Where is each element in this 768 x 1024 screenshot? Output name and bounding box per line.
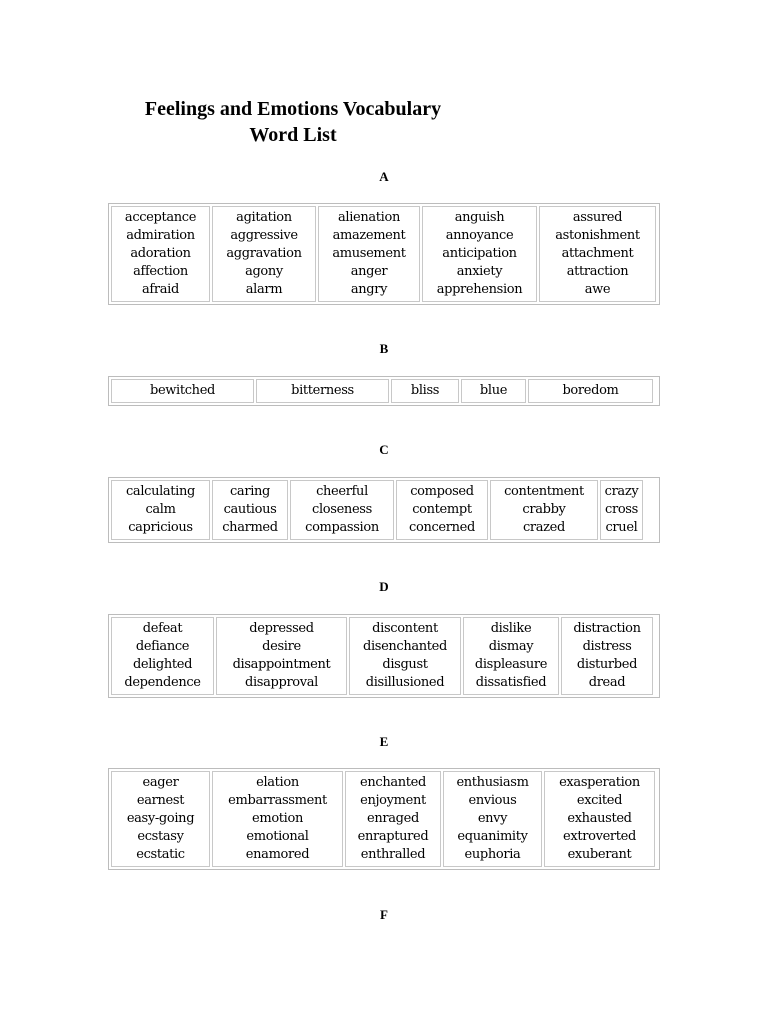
word-column	[345, 771, 441, 867]
word-item: ecstatic	[136, 847, 185, 862]
title-line-2: Word List	[249, 124, 337, 146]
word-item: affection	[133, 264, 188, 279]
word-column	[111, 771, 210, 867]
word-item: disenchanted	[362, 639, 448, 654]
word-item: disgust	[382, 657, 428, 672]
word-item: dislike	[490, 621, 532, 636]
word-item: calculating	[126, 484, 195, 499]
page-title	[110, 96, 476, 148]
word-item: enchanted	[360, 775, 426, 790]
word-item: disturbed	[576, 657, 638, 672]
word-item: acceptance	[124, 210, 197, 225]
word-item: exhausted	[567, 811, 632, 826]
word-column	[212, 206, 316, 302]
word-column	[528, 379, 653, 403]
word-item: cross	[605, 502, 638, 517]
section-letter-e: E	[379, 734, 389, 749]
word-item: ecstasy	[137, 829, 184, 844]
word-item: caring	[230, 484, 270, 499]
word-column	[111, 379, 254, 403]
section-letter-f: F	[380, 907, 388, 922]
word-table-d	[108, 614, 660, 698]
word-item: amazement	[332, 228, 406, 243]
word-item: boredom	[562, 383, 619, 398]
word-item: contempt	[412, 502, 472, 517]
word-column	[396, 480, 488, 540]
title-line-1: Feelings and Emotions Vocabulary	[144, 98, 442, 120]
word-column	[349, 617, 461, 695]
word-item: bewitched	[149, 383, 216, 398]
word-item: crazy	[604, 484, 639, 499]
word-item: compassion	[305, 520, 379, 535]
word-item: exuberant	[567, 847, 632, 862]
word-item: astonishment	[555, 228, 640, 243]
word-item: assured	[572, 210, 623, 225]
word-item: emotion	[252, 811, 303, 826]
word-item: composed	[410, 484, 474, 499]
word-item: afraid	[142, 282, 179, 297]
word-item: crabby	[522, 502, 566, 517]
word-item: adoration	[130, 246, 191, 261]
word-column	[111, 206, 210, 302]
word-item: disapproval	[245, 675, 318, 690]
word-item: easy-going	[126, 811, 195, 826]
word-item: alienation	[338, 210, 400, 225]
word-column	[544, 771, 655, 867]
word-item: enthralled	[360, 847, 426, 862]
word-column	[256, 379, 389, 403]
word-item: charmed	[222, 520, 278, 535]
section-letter-d: D	[379, 579, 389, 594]
word-item: attachment	[561, 246, 634, 261]
word-item: elation	[256, 775, 299, 790]
word-item: enjoyment	[360, 793, 426, 808]
word-item: awe	[584, 282, 611, 297]
word-column	[422, 206, 537, 302]
word-item: attraction	[566, 264, 629, 279]
section-letter-a: A	[379, 169, 389, 184]
word-column	[600, 480, 643, 540]
section-letter-c: C	[379, 442, 389, 457]
word-column	[391, 379, 459, 403]
word-item: bitterness	[291, 383, 354, 398]
word-column	[212, 771, 343, 867]
word-item: disillusioned	[365, 675, 445, 690]
word-table-a	[108, 203, 660, 305]
word-column	[212, 480, 288, 540]
word-item: displeasure	[474, 657, 548, 672]
word-item: equanimity	[457, 829, 528, 844]
section-letter-b: B	[379, 341, 389, 356]
word-item: eager	[142, 775, 179, 790]
word-item: bliss	[410, 383, 440, 398]
word-item: discontent	[372, 621, 438, 636]
word-item: delighted	[132, 657, 193, 672]
word-item: dismay	[488, 639, 534, 654]
word-item: excited	[576, 793, 623, 808]
word-item: dependence	[124, 675, 201, 690]
word-item: distress	[582, 639, 632, 654]
word-column	[111, 617, 214, 695]
word-item: blue	[479, 383, 508, 398]
word-item: dread	[588, 675, 626, 690]
word-item: annoyance	[445, 228, 514, 243]
word-item: cautious	[223, 502, 277, 517]
word-item: capricious	[128, 520, 193, 535]
word-item: aggravation	[226, 246, 302, 261]
word-column	[461, 379, 526, 403]
word-table-b	[108, 376, 660, 406]
word-item: admiration	[126, 228, 195, 243]
word-item: earnest	[136, 793, 185, 808]
word-item: cruel	[605, 520, 638, 535]
word-item: envy	[477, 811, 508, 826]
word-item: concerned	[409, 520, 475, 535]
word-item: anguish	[454, 210, 505, 225]
word-item: embarrassment	[228, 793, 327, 808]
word-item: extroverted	[563, 829, 636, 844]
word-item: defeat	[142, 621, 183, 636]
word-item: crazed	[522, 520, 565, 535]
word-item: enraptured	[357, 829, 429, 844]
word-item: agitation	[236, 210, 292, 225]
word-item: euphoria	[464, 847, 521, 862]
word-column	[111, 480, 210, 540]
word-item: desire	[262, 639, 301, 654]
word-column	[463, 617, 559, 695]
word-table-c	[108, 477, 660, 543]
word-item: enamored	[245, 847, 310, 862]
word-item: anticipation	[442, 246, 517, 261]
word-item: aggressive	[230, 228, 298, 243]
word-item: calm	[145, 502, 176, 517]
word-column	[561, 617, 653, 695]
word-item: alarm	[245, 282, 283, 297]
word-column	[318, 206, 420, 302]
word-column	[539, 206, 656, 302]
word-item: agony	[245, 264, 283, 279]
word-item: amusement	[332, 246, 406, 261]
word-item: anxiety	[456, 264, 503, 279]
word-item: depressed	[249, 621, 314, 636]
word-column	[290, 480, 394, 540]
word-item: exasperation	[559, 775, 640, 790]
word-item: contentment	[504, 484, 584, 499]
word-item: angry	[350, 282, 388, 297]
word-item: anger	[350, 264, 388, 279]
word-item: closeness	[312, 502, 372, 517]
word-item: enraged	[367, 811, 419, 826]
word-item: distraction	[573, 621, 641, 636]
word-table-e	[108, 768, 660, 870]
word-item: apprehension	[436, 282, 523, 297]
word-column	[490, 480, 598, 540]
word-item: envious	[468, 793, 517, 808]
word-item: emotional	[246, 829, 309, 844]
word-item: cheerful	[316, 484, 368, 499]
word-column	[443, 771, 542, 867]
word-item: enthusiasm	[456, 775, 529, 790]
word-item: disappointment	[232, 657, 331, 672]
word-item: dissatisfied	[475, 675, 547, 690]
word-item: defiance	[135, 639, 190, 654]
word-column	[216, 617, 347, 695]
